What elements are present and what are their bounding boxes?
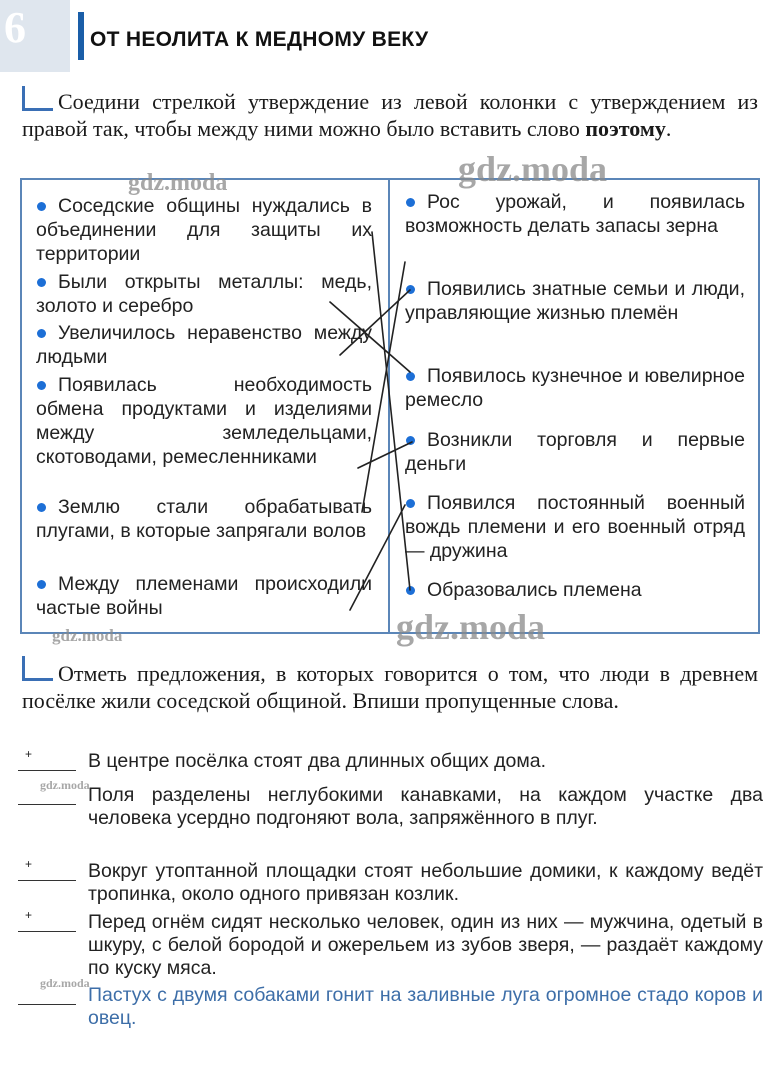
sentence-text: Вокруг утоптанной площадки стоят небольшие домики, к каждому ведёт тропинка, около одного привязан козлик. xyxy=(88,860,763,905)
right-item-1: Рос урожай, и появилась возможность делать запасы зерна xyxy=(405,191,745,237)
watermark: gdz.moda xyxy=(396,607,546,647)
sentence-row xyxy=(18,857,763,906)
watermark: gdz.moda xyxy=(40,778,90,792)
answer-blank[interactable] xyxy=(18,1004,76,1005)
answer-blank[interactable] xyxy=(18,931,76,932)
sentence-row xyxy=(18,784,763,830)
sentence-row xyxy=(18,747,763,773)
sentence-text: Поля разделены неглубокими канавками, на каждом участке два человека усердно подгоняют вола, запряжённого в плуг. xyxy=(88,784,763,829)
left-item-4: Появилась необходимость обмена продуктами и изделиями между земледельцами, скотоводами, ремесленниками xyxy=(36,374,372,468)
left-item-5: Землю стали обрабатывать плугами, в которые запрягали волов xyxy=(36,496,372,542)
watermark: gdz.moda xyxy=(128,170,228,196)
page-title: ОТ НЕОЛИТА К МЕДНОМУ ВЕКУ xyxy=(90,28,429,51)
answer-blank[interactable] xyxy=(18,804,76,805)
right-item-5: Появился постоянный военный вождь племени и его военный отряд — дружина xyxy=(405,492,745,562)
left-item-3: Увеличилось неравенство между людьми xyxy=(36,322,372,368)
watermark: gdz.moda xyxy=(40,976,90,990)
task1-keyword: поэтому xyxy=(585,116,666,141)
check-mark: + xyxy=(25,908,33,922)
sentence-text: В центре посёлка стоят два длинных общих дома. xyxy=(88,750,547,772)
task2-prompt: Отметь предложения, в которых говорится о том, что люди в древнем посёлке жили соседской общиной. Впиши пропущенные слова. xyxy=(22,661,758,713)
check-mark: + xyxy=(25,747,33,761)
left-item-2: Были открыты металлы: медь, золото и серебро xyxy=(36,271,372,317)
connector-line xyxy=(372,232,410,590)
page-number: 6 xyxy=(4,3,27,52)
connector-line xyxy=(350,505,405,610)
left-item-1: Соседские общины нуждались в объединении для защиты их территории xyxy=(36,195,372,265)
connector-line xyxy=(358,442,412,468)
answer-blank[interactable] xyxy=(18,770,76,771)
connector-line xyxy=(362,262,405,512)
right-item-3: Появилось кузнечное и ювелирное ремесло xyxy=(405,365,745,411)
task1-prompt: Соедини стрелкой утверждение из левой колонки с утверждением из правой так, чтобы между ними можно было вставить слово поэтому. xyxy=(22,89,758,141)
answer-blank[interactable] xyxy=(18,880,76,881)
task1-prompt-text: Соедини стрелкой утверждение из левой колонки с утверждением из правой так, чтобы между ними можно было вставить слово xyxy=(22,89,758,141)
left-item-6: Между племенами происходили частые войны xyxy=(36,573,372,619)
connector-line xyxy=(330,302,410,372)
connector-line xyxy=(340,290,410,355)
right-item-4: Возникли торговля и первые деньги xyxy=(405,429,745,475)
right-item-6: Образовались племена xyxy=(405,578,745,602)
check-mark: + xyxy=(25,857,33,871)
right-item-2: Появились знатные семьи и люди, управляющие жизнью племён xyxy=(405,278,745,324)
sentence-row xyxy=(18,908,763,980)
sentence-text: Пастух с двумя собаками гонит на заливные луга огромное стадо коров и овец. xyxy=(88,984,763,1029)
sentence-row xyxy=(18,984,763,1030)
watermark: gdz.moda xyxy=(458,149,608,189)
sentence-text: Перед огнём сидят несколько человек, один из них — мужчина, одетый в шкуру, с белой бородой и ожерельем из зубов зверя, — раздаёт каждому по куску мяса. xyxy=(88,911,763,979)
watermark: gdz.moda xyxy=(52,626,123,645)
